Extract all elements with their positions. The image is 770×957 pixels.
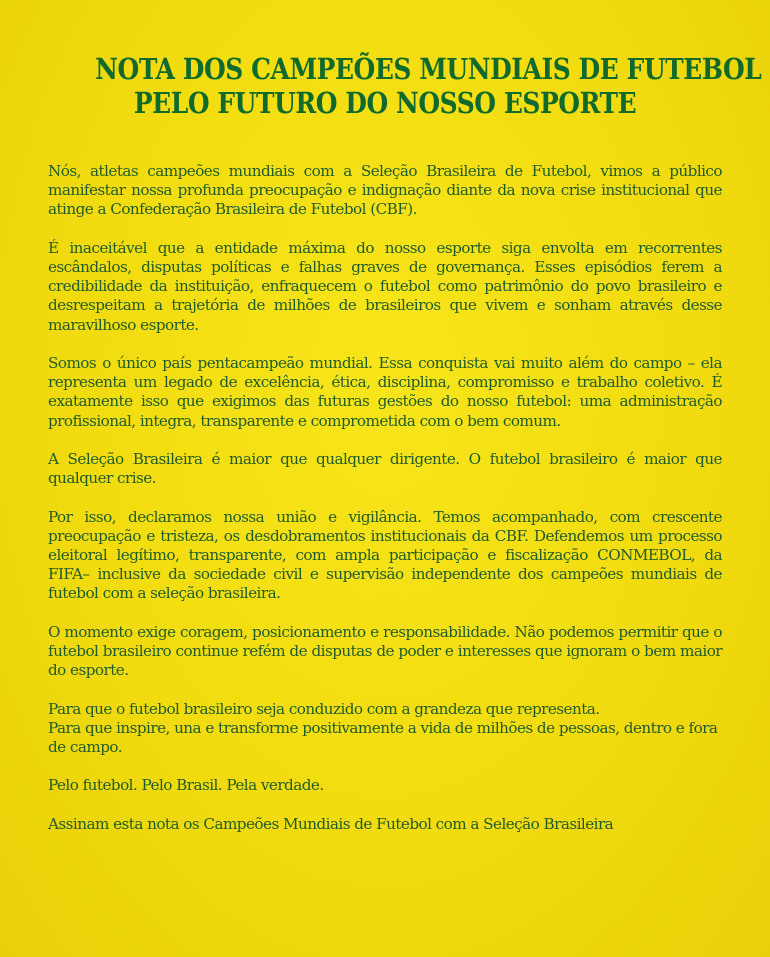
paragraph-closing xyxy=(48,700,722,758)
signature: Assinam esta nota os Campeões Mundiais de Futebol com a Seleção Brasileira xyxy=(48,814,614,833)
statement-title xyxy=(95,52,762,120)
paragraph-coragem: O momento exige coragem, posicionamento e responsabilidade. Não podemos permitir que o futebol brasileiro continue refém de disputas de poder e interesses que ignoram o bem maior do esporte. xyxy=(48,622,722,680)
paragraph-intro: Nós, atletas campeões mundiais com a Seleção Brasileira de Futebol, vimos a público manifestar nossa profunda preocupação e indignação diante da nova crise institucional que atinge a Confederação Brasileira de Futebol (CBF). xyxy=(48,162,722,219)
closing-line-2: Para que inspire, una e transforme positivamente a vida de milhões de pessoas, dentro e fora de campo. xyxy=(48,718,718,756)
statement-body xyxy=(48,162,722,834)
title-line-2: PELO FUTURO DO NOSSO ESPORTE xyxy=(133,86,637,120)
paragraph-pentacampeao: Somos o único país pentacampeão mundial. Essa conquista vai muito além do campo – ela representa um legado de excelência, ética, disciplina, compromisso e trabalho coletivo. É exatamente isso que exigimos das futuras gestões do nosso futebol: uma administração profissional, integra, transparente e comprometida com o bem comum. xyxy=(48,354,722,430)
paragraph-selecao: A Seleção Brasileira é maior que qualquer dirigente. O futebol brasileiro é maior que qualquer crise. xyxy=(48,450,722,488)
closing-line-1: Para que o futebol brasileiro seja conduzido com a grandeza que representa. xyxy=(48,699,600,718)
title-line-1: NOTA DOS CAMPEÕES MUNDIAIS DE FUTEBOL xyxy=(95,52,762,86)
paragraph-vigilancia: Por isso, declaramos nossa união e vigilância. Temos acompanhado, com crescente preocupação e tristeza, os desdobramentos institucionais da CBF. Defendemos um processo eleitoral legítimo, transparente, com ampla participação e fiscalização CONMEBOL, da FIFA– inclusive da sociedade civil e supervisão independente dos campeões mundiais de futebol com a seleção brasileira. xyxy=(48,507,722,603)
motto: Pelo futebol. Pelo Brasil. Pela verdade. xyxy=(48,776,324,795)
paragraph-governance: É inaceitável que a entidade máxima do nosso esporte siga envolta em recorrentes escândalos, disputas políticas e falhas graves de governança. Esses episódios ferem a credibilidade da instituição, enfraquecem o futebol como patrimônio do povo brasileiro e desrespeitam a trajetória de milhões de brasileiros que vivem e sonham através desse maravilhoso esporte. xyxy=(48,238,722,334)
